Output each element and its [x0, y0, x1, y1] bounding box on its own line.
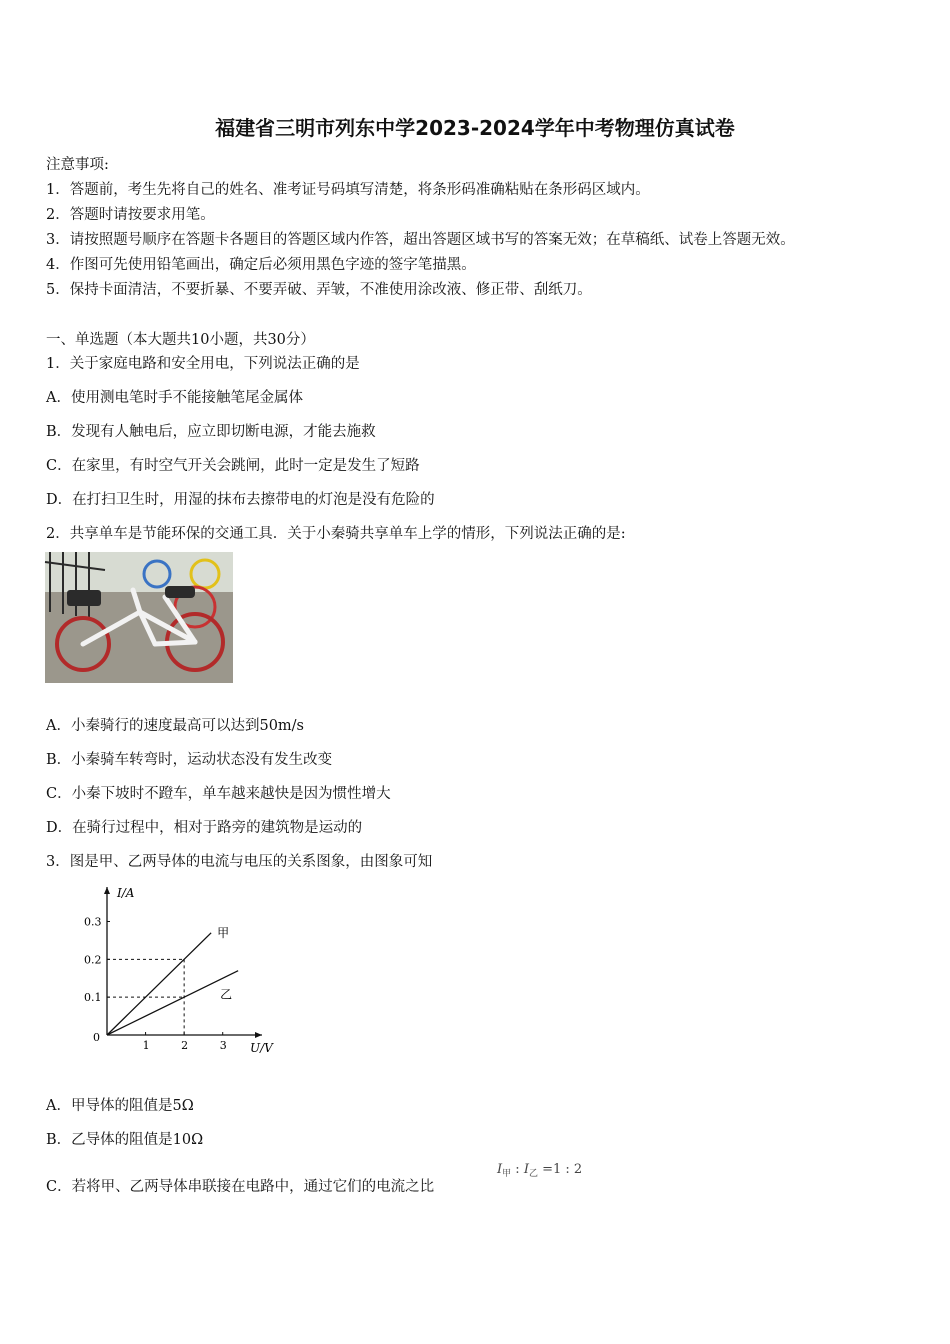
question-2-option-d: D．在骑行过程中，相对于路旁的建筑物是运动的 [46, 820, 363, 836]
notice-heading: 注意事项: [46, 157, 109, 173]
formula-sub-a: 甲 [502, 1169, 512, 1179]
question-1-stem: 1．关于家庭电路和安全用电，下列说法正确的是 [46, 356, 360, 372]
formula-rest: =1 : 2 [542, 1162, 583, 1177]
notice-item: 4．作图可先使用铅笔画出，确定后必须用黑色字迹的签字笔描黑。 [46, 257, 476, 273]
notice-item: 1．答题前，考生先将自己的姓名、准考证号码填写清楚，将条形码准确粘贴在条形码区域内。 [46, 182, 650, 198]
notice-item: 2．答题时请按要求用笔。 [46, 207, 215, 223]
question-1-option-b: B．发现有人触电后，应立即切断电源，才能去施救 [46, 424, 376, 440]
y-axis-arrow [104, 887, 110, 894]
question-3-option-b: B．乙导体的阻值是10Ω [46, 1132, 204, 1148]
x-tick-label: 2 [181, 1039, 189, 1052]
x-axis-arrow [255, 1032, 262, 1038]
question-1-option-d: D．在打扫卫生时，用湿的抹布去擦带电的灯泡是没有危险的 [46, 492, 435, 508]
page-title: 福建省三明市列东中学2023-2024学年中考物理仿真试卷 [215, 116, 735, 140]
formula-i: I [497, 1162, 503, 1177]
iu-chart-svg [80, 885, 273, 1060]
series-jia-label: 甲 [217, 925, 230, 940]
question-2-stem: 2．共享单车是节能环保的交通工具．关于小秦骑共享单车上学的情形，下列说法正确的是: [46, 526, 626, 542]
series-yi-line [107, 971, 238, 1035]
question-3-option-a: A．甲导体的阻值是5Ω [46, 1098, 194, 1114]
formula-colon: : [515, 1162, 520, 1177]
question-2-option-c: C．小秦下坡时不蹬车，单车越来越快是因为惯性增大 [46, 786, 391, 802]
y-axis-label: I/A [117, 886, 135, 900]
bicycle-illustration [45, 552, 233, 683]
y-tick-label: 0.3 [84, 915, 102, 929]
question-2-option-b: B．小秦骑车转弯时，运动状态没有发生改变 [46, 752, 333, 768]
series-jia-line [107, 933, 211, 1035]
question-2-option-a: A．小秦骑行的速度最高可以达到50m/s [46, 718, 304, 734]
question-3-stem: 3．图是甲、乙两导体的电流与电压的关系图象，由图象可知 [46, 854, 433, 870]
notice-item: 3．请按照题号顺序在答题卡各题目的答题区域内作答，超出答题区域书写的答案无效；在草稿纸、试卷上答题无效。 [46, 232, 795, 248]
current-ratio-formula [497, 1162, 582, 1179]
question-1-option-a: A．使用测电笔时手不能接触笔尾金属体 [46, 390, 303, 406]
origin-label: 0 [93, 1031, 100, 1044]
formula-i-2: I [523, 1162, 529, 1177]
question-1-option-c: C．在家里，有时空气开关会跳闸，此时一定是发生了短路 [46, 458, 420, 474]
formula-sub-b: 乙 [528, 1169, 538, 1179]
y-tick-label: 0.1 [84, 991, 102, 1005]
notice-item: 5．保持卡面清洁，不要折暴、不要弄破、弄皱，不准使用涂改液、修正带、刮纸刀。 [46, 282, 592, 298]
x-tick-label: 3 [219, 1039, 227, 1052]
x-axis-label: U/V [250, 1041, 273, 1055]
bicycle-photo [45, 552, 233, 683]
section-heading: 一、单选题（本大题共10小题，共30分） [46, 332, 315, 348]
x-tick-label: 1 [142, 1039, 150, 1052]
series-yi-label: 乙 [220, 987, 233, 1002]
iu-graph [80, 885, 273, 1064]
y-tick-label: 0.2 [84, 953, 102, 967]
question-3-option-c: C．若将甲、乙两导体串联接在电路中，通过它们的电流之比 [46, 1179, 435, 1195]
